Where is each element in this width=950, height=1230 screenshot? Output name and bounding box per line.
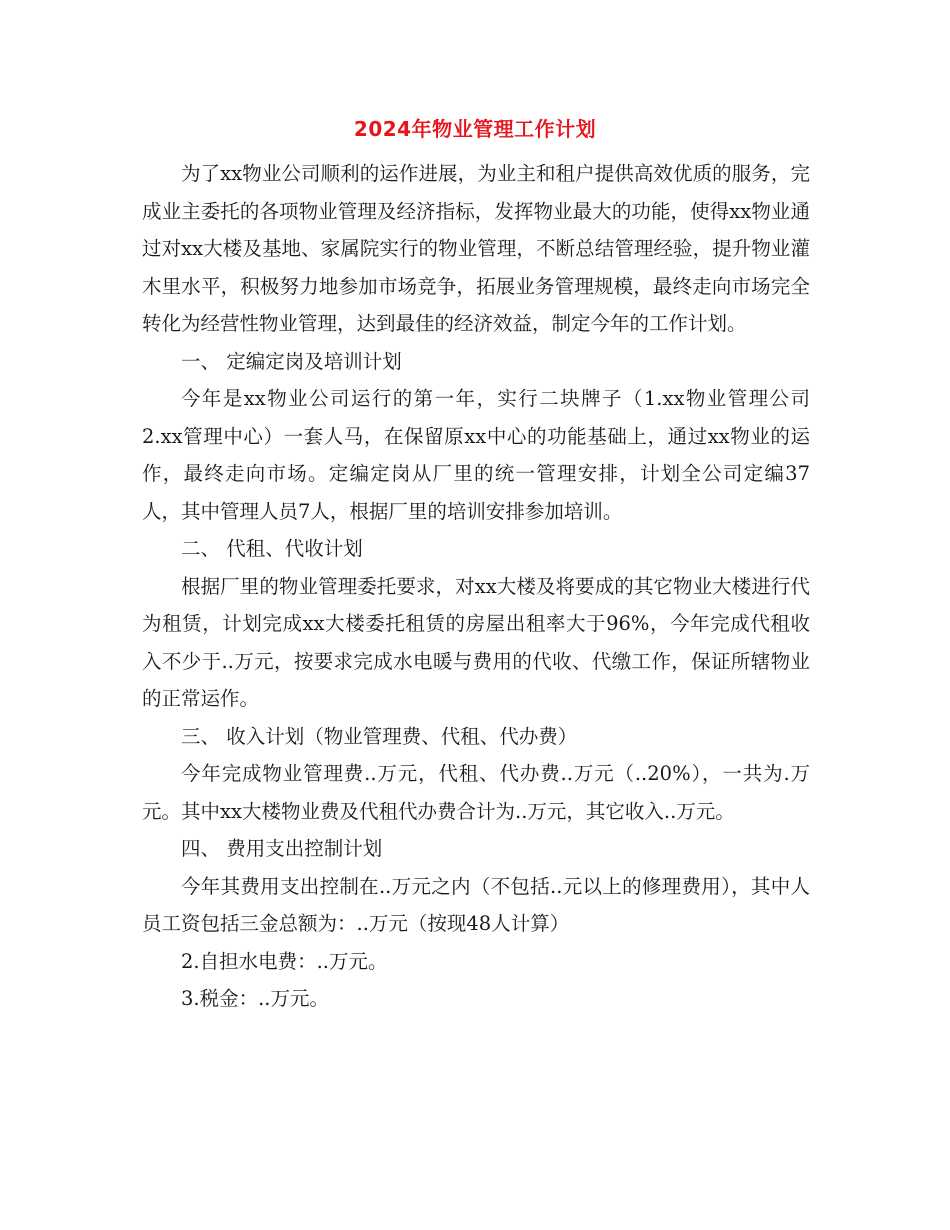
expense-item-tax: 3.税金：..万元。 — [181, 987, 330, 1010]
intro-paragraph: 为了xx物业公司顺利的运作进展，为业主和租户提供高效优质的服务，完成业主委托的各项物业管理及经济指标，发挥物业最大的功能，使得xx物业通过对xx大楼及基地、家属院实行的物业管理，不断总结管理经验，提升物业灌木里水平，积极努力地参加市场竞争，拓展业务管理规模，最终走向市场完全转化为经营性物业管理，达到最佳的经济效益，制定今年的工作计划。 — [142, 162, 810, 335]
section-heading-staffing: 一、 定编定岗及培训计划 — [181, 349, 402, 373]
document-title: 2024年物业管理工作计划 — [353, 117, 597, 141]
expense-item-utilities: 2.自担水电费：..万元。 — [181, 949, 388, 973]
staffing-paragraph: 今年是xx物业公司运行的第一年，实行二块牌子（1.xx物业管理公司 2.xx管理中心）一套人马，在保留原xx中心的功能基础上，通过xx物业的运作，最终走向市场。定编定岗从厂里的统一管理安排，计划全公司定编37人，其中管理人员7人，根据厂里的培训安排参加培训。 — [142, 387, 810, 523]
expense-paragraph: 今年其费用支出控制在..万元之内（不包括..元以上的修理费用），其中人员工资包括三金总额为：..万元（按现48人计算） — [142, 874, 810, 935]
income-paragraph: 今年完成物业管理费..万元，代租、代办费..万元（..20%），一共为.万元。其中xx大楼物业费及代租代办费合计为..万元，其它收入..万元。 — [142, 762, 810, 823]
section-heading-leasing: 二、 代租、代收计划 — [181, 537, 363, 560]
leasing-paragraph: 根据厂里的物业管理委托要求，对xx大楼及将要成的其它物业大楼进行代为租赁，计划完成xx大楼委托租赁的房屋出租率大于96%，今年完成代租收入不少于..万元，按要求完成水电暖与费用的代收、代缴工作，保证所辖物业的正常运作。 — [142, 574, 810, 710]
document-body — [142, 155, 810, 1018]
section-heading-income: 三、 收入计划（物业管理费、代租、代办费） — [181, 724, 578, 748]
section-heading-expense: 四、 费用支出控制计划 — [181, 837, 383, 860]
